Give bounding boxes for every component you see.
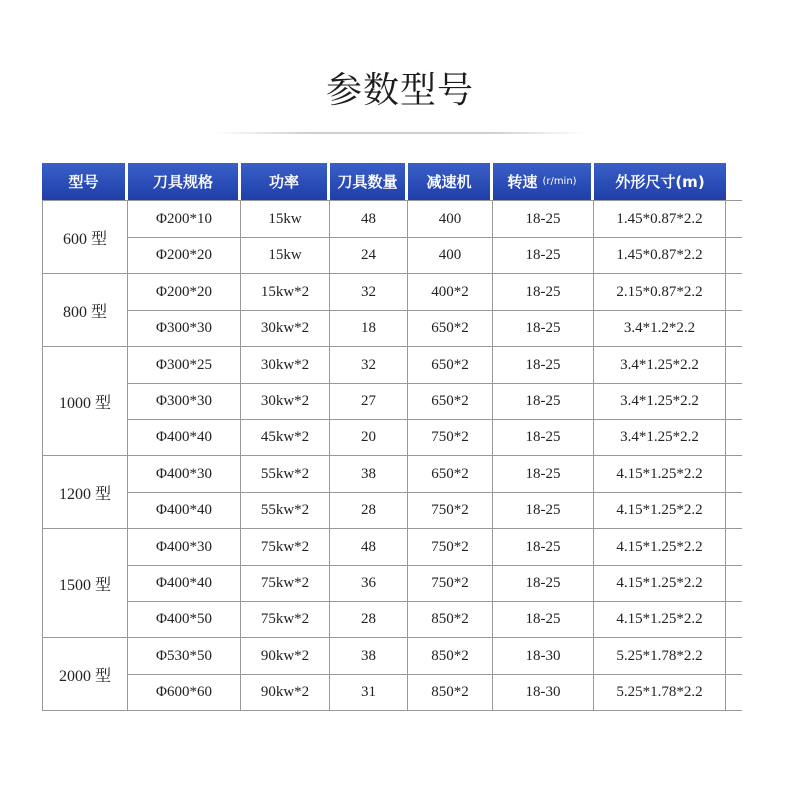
header-label: 外形尺寸(m) bbox=[615, 173, 705, 191]
model-group bbox=[42, 528, 742, 637]
cell-cutter-spec: Φ400*40 bbox=[128, 420, 241, 455]
cell-speed: 18-25 bbox=[493, 420, 594, 455]
cell-cutter-spec: Φ200*10 bbox=[128, 201, 241, 237]
cell-power: 15kw*2 bbox=[241, 274, 330, 310]
model-cell: 2000 型 bbox=[42, 638, 128, 710]
cell-speed: 18-30 bbox=[493, 638, 594, 674]
cell-cutter-count: 27 bbox=[330, 384, 408, 419]
model-group bbox=[42, 273, 742, 346]
cell-speed: 18-25 bbox=[493, 311, 594, 346]
header-unit: (r/min) bbox=[542, 176, 577, 187]
cell-speed: 18-25 bbox=[493, 238, 594, 273]
table-row bbox=[128, 383, 742, 419]
cell-power: 75kw*2 bbox=[241, 566, 330, 601]
header-label: 减速机 bbox=[426, 173, 472, 191]
cell-cutter-spec: Φ530*50 bbox=[128, 638, 241, 674]
cell-speed: 18-25 bbox=[493, 493, 594, 528]
title-divider bbox=[215, 132, 585, 134]
cell-speed: 18-25 bbox=[493, 384, 594, 419]
cell-reducer: 400 bbox=[408, 238, 493, 273]
cell-dimensions: 4.15*1.25*2.2 bbox=[594, 456, 726, 492]
cell-power: 90kw*2 bbox=[241, 675, 330, 710]
table-header bbox=[42, 163, 742, 200]
cell-cutter-spec: Φ300*25 bbox=[128, 347, 241, 383]
cell-cutter-count: 48 bbox=[330, 201, 408, 237]
header-cutter-spec bbox=[128, 163, 238, 200]
table-row bbox=[128, 201, 742, 237]
header-label: 刀具规格 bbox=[152, 173, 213, 191]
cell-cutter-count: 20 bbox=[330, 420, 408, 455]
table-row bbox=[128, 601, 742, 637]
spec-table bbox=[42, 200, 742, 711]
cell-power: 45kw*2 bbox=[241, 420, 330, 455]
model-cell: 1200 型 bbox=[42, 456, 128, 528]
cell-cutter-spec: Φ400*50 bbox=[128, 602, 241, 637]
cell-cutter-spec: Φ300*30 bbox=[128, 384, 241, 419]
cell-cutter-count: 32 bbox=[330, 347, 408, 383]
page-title: 参数型号 bbox=[325, 70, 474, 111]
cell-reducer: 400 bbox=[408, 201, 493, 237]
cell-reducer: 650*2 bbox=[408, 384, 493, 419]
model-cell: 600 型 bbox=[42, 201, 128, 273]
cell-cutter-spec: Φ400*30 bbox=[128, 529, 241, 565]
cell-reducer: 650*2 bbox=[408, 456, 493, 492]
cell-cutter-spec: Φ400*40 bbox=[128, 566, 241, 601]
cell-power: 90kw*2 bbox=[241, 638, 330, 674]
cell-reducer: 850*2 bbox=[408, 675, 493, 710]
cell-cutter-spec: Φ400*40 bbox=[128, 493, 241, 528]
cell-reducer: 750*2 bbox=[408, 493, 493, 528]
cell-speed: 18-25 bbox=[493, 274, 594, 310]
cell-power: 15kw bbox=[241, 201, 330, 237]
header-label: 型号 bbox=[68, 173, 99, 191]
cell-cutter-count: 38 bbox=[330, 456, 408, 492]
table-row bbox=[128, 237, 742, 273]
table-row bbox=[128, 674, 742, 710]
cell-power: 55kw*2 bbox=[241, 456, 330, 492]
model-group bbox=[42, 637, 742, 710]
cell-dimensions: 3.4*1.25*2.2 bbox=[594, 347, 726, 383]
cell-power: 55kw*2 bbox=[241, 493, 330, 528]
cell-speed: 18-25 bbox=[493, 529, 594, 565]
header-label: 转速 bbox=[507, 173, 538, 191]
header-speed bbox=[493, 163, 591, 200]
cell-cutter-count: 38 bbox=[330, 638, 408, 674]
cell-dimensions: 4.15*1.25*2.2 bbox=[594, 602, 726, 637]
cell-cutter-spec: Φ600*60 bbox=[128, 675, 241, 710]
cell-dimensions: 5.25*1.78*2.2 bbox=[594, 638, 726, 674]
cell-cutter-count: 31 bbox=[330, 675, 408, 710]
header-model bbox=[42, 163, 125, 200]
cell-power: 30kw*2 bbox=[241, 311, 330, 346]
cell-reducer: 750*2 bbox=[408, 529, 493, 565]
cell-speed: 18-25 bbox=[493, 566, 594, 601]
header-power bbox=[241, 163, 327, 200]
cell-cutter-count: 24 bbox=[330, 238, 408, 273]
cell-cutter-count: 18 bbox=[330, 311, 408, 346]
header-reducer bbox=[408, 163, 490, 200]
cell-reducer: 650*2 bbox=[408, 311, 493, 346]
cell-cutter-count: 28 bbox=[330, 602, 408, 637]
cell-speed: 18-25 bbox=[493, 347, 594, 383]
cell-cutter-spec: Φ300*30 bbox=[128, 311, 241, 346]
header-label: 功率 bbox=[268, 173, 299, 191]
table-row bbox=[128, 456, 742, 492]
cell-power: 15kw bbox=[241, 238, 330, 273]
cell-speed: 18-30 bbox=[493, 675, 594, 710]
cell-power: 30kw*2 bbox=[241, 347, 330, 383]
model-cell: 800 型 bbox=[42, 274, 128, 346]
cell-dimensions: 4.15*1.25*2.2 bbox=[594, 493, 726, 528]
cell-dimensions: 1.45*0.87*2.2 bbox=[594, 238, 726, 273]
cell-speed: 18-25 bbox=[493, 456, 594, 492]
cell-cutter-count: 32 bbox=[330, 274, 408, 310]
cell-reducer: 750*2 bbox=[408, 566, 493, 601]
cell-dimensions: 5.25*1.78*2.2 bbox=[594, 675, 726, 710]
table-row bbox=[128, 274, 742, 310]
cell-cutter-spec: Φ200*20 bbox=[128, 274, 241, 310]
cell-dimensions: 4.15*1.25*2.2 bbox=[594, 566, 726, 601]
cell-power: 75kw*2 bbox=[241, 529, 330, 565]
header-dimensions bbox=[594, 163, 726, 200]
model-cell: 1500 型 bbox=[42, 529, 128, 637]
model-group bbox=[42, 455, 742, 528]
cell-speed: 18-25 bbox=[493, 602, 594, 637]
table-row bbox=[128, 492, 742, 528]
cell-dimensions: 1.45*0.87*2.2 bbox=[594, 201, 726, 237]
cell-cutter-count: 48 bbox=[330, 529, 408, 565]
model-group bbox=[42, 200, 742, 273]
cell-cutter-spec: Φ200*20 bbox=[128, 238, 241, 273]
model-group bbox=[42, 346, 742, 455]
cell-speed: 18-25 bbox=[493, 201, 594, 237]
cell-reducer: 850*2 bbox=[408, 638, 493, 674]
cell-cutter-spec: Φ400*30 bbox=[128, 456, 241, 492]
cell-dimensions: 2.15*0.87*2.2 bbox=[594, 274, 726, 310]
table-row bbox=[128, 638, 742, 674]
cell-cutter-count: 28 bbox=[330, 493, 408, 528]
table-row bbox=[128, 419, 742, 455]
cell-dimensions: 3.4*1.2*2.2 bbox=[594, 311, 726, 346]
cell-reducer: 400*2 bbox=[408, 274, 493, 310]
table-row bbox=[128, 529, 742, 565]
cell-dimensions: 4.15*1.25*2.2 bbox=[594, 529, 726, 565]
table-row bbox=[128, 347, 742, 383]
header-label: 刀具数量 bbox=[337, 173, 398, 191]
table-row bbox=[128, 310, 742, 346]
cell-reducer: 650*2 bbox=[408, 347, 493, 383]
cell-cutter-count: 36 bbox=[330, 566, 408, 601]
table-row bbox=[128, 565, 742, 601]
header-cutter-count bbox=[330, 163, 405, 200]
cell-dimensions: 3.4*1.25*2.2 bbox=[594, 384, 726, 419]
cell-power: 30kw*2 bbox=[241, 384, 330, 419]
cell-power: 75kw*2 bbox=[241, 602, 330, 637]
cell-dimensions: 3.4*1.25*2.2 bbox=[594, 420, 726, 455]
cell-reducer: 750*2 bbox=[408, 420, 493, 455]
cell-reducer: 850*2 bbox=[408, 602, 493, 637]
model-cell: 1000 型 bbox=[42, 347, 128, 455]
